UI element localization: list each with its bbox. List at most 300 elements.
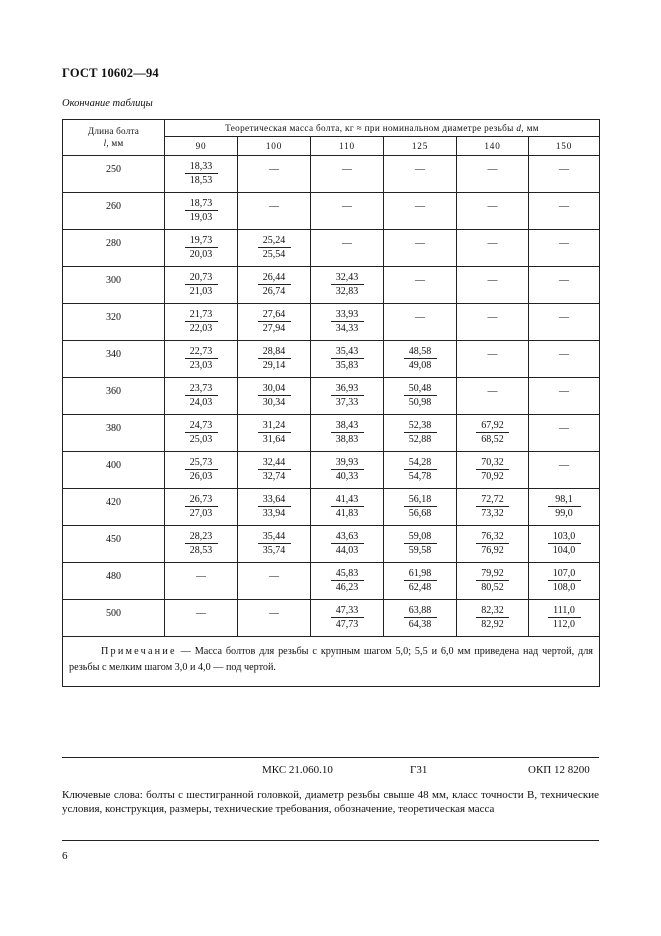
empty-cell <box>238 600 311 637</box>
bolt-length-cell: 500 <box>63 600 165 637</box>
mass-fine-pitch: 22,03 <box>189 323 213 334</box>
mass-fraction <box>404 382 437 410</box>
mass-fine-pitch: 50,98 <box>408 397 432 408</box>
mass-fine-pitch: 70,92 <box>481 471 504 482</box>
mass-fraction <box>331 271 364 299</box>
mass-fine-pitch: 46,23 <box>335 582 359 593</box>
mass-fine-pitch: 56,68 <box>408 508 432 519</box>
mass-coarse-pitch: 32,43 <box>331 271 364 285</box>
mass-fraction <box>258 530 291 558</box>
mass-coarse-pitch: 47,33 <box>331 604 364 618</box>
mass-fraction <box>476 419 509 447</box>
mass-fine-pitch: 38,83 <box>335 434 359 445</box>
mass-coarse-pitch: 26,44 <box>258 271 291 285</box>
mass-coarse-pitch: 35,43 <box>331 345 364 359</box>
dash: — <box>487 238 498 249</box>
mass-cell <box>165 526 238 563</box>
mass-fine-pitch: 47,73 <box>335 619 359 630</box>
mass-cell <box>529 489 600 526</box>
mass-fraction <box>185 234 218 262</box>
mass-coarse-pitch: 67,92 <box>476 419 509 433</box>
dash: — <box>487 275 498 286</box>
mass-coarse-pitch: 41,43 <box>331 493 364 507</box>
diameter-header-125: 125 <box>384 137 457 156</box>
mass-coarse-pitch: 70,32 <box>476 456 509 470</box>
mass-fine-pitch: 24,03 <box>189 397 213 408</box>
mass-fine-pitch: 34,33 <box>335 323 359 334</box>
mass-cell <box>238 526 311 563</box>
bolt-length-cell: 420 <box>63 489 165 526</box>
mass-cell <box>384 452 457 489</box>
mass-fraction <box>258 493 291 521</box>
dash: — <box>487 164 498 175</box>
empty-cell <box>238 156 311 193</box>
mass-group-header-variable: d <box>516 123 522 133</box>
bolt-length-cell: 320 <box>63 304 165 341</box>
footer-rule-bottom <box>62 840 599 841</box>
bolt-length-cell: 400 <box>63 452 165 489</box>
mass-fraction <box>258 456 291 484</box>
mass-fine-pitch: 29,14 <box>262 360 286 371</box>
dash: — <box>415 312 425 323</box>
mass-fine-pitch: 52,88 <box>408 434 432 445</box>
empty-cell <box>165 600 238 637</box>
empty-cell <box>529 304 600 341</box>
dash: — <box>559 201 569 212</box>
mass-cell <box>384 378 457 415</box>
mass-fraction <box>404 456 437 484</box>
table-body <box>63 156 600 637</box>
table-row <box>63 378 600 415</box>
mass-fraction <box>476 567 509 595</box>
table-row <box>63 600 600 637</box>
mass-fine-pitch: 18,53 <box>189 175 213 186</box>
mass-cell <box>238 452 311 489</box>
mass-fraction <box>548 530 581 558</box>
empty-cell <box>384 156 457 193</box>
mass-fine-pitch: 27,03 <box>189 508 213 519</box>
empty-cell <box>384 304 457 341</box>
mass-coarse-pitch: 39,93 <box>331 456 364 470</box>
dash: — <box>342 201 352 212</box>
mass-fraction <box>331 345 364 373</box>
mass-coarse-pitch: 35,44 <box>258 530 291 544</box>
mass-cell <box>457 600 529 637</box>
mass-fine-pitch: 21,03 <box>189 286 213 297</box>
mass-fine-pitch: 26,74 <box>262 286 286 297</box>
empty-cell <box>457 230 529 267</box>
mass-fraction <box>476 604 509 632</box>
mass-coarse-pitch: 30,04 <box>258 382 291 396</box>
mass-fraction <box>548 604 581 632</box>
mass-fine-pitch: 33,94 <box>262 508 286 519</box>
mass-fraction <box>331 456 364 484</box>
mass-fine-pitch: 59,58 <box>408 545 432 556</box>
empty-cell <box>529 452 600 489</box>
mass-cell <box>457 452 529 489</box>
dash: — <box>487 386 498 397</box>
mass-fine-pitch: 26,03 <box>189 471 213 482</box>
mass-cell <box>165 378 238 415</box>
mass-fine-pitch: 23,03 <box>189 360 213 371</box>
mass-coarse-pitch: 61,98 <box>404 567 437 581</box>
keywords: Ключевые слова: болты с шестигранной головкой, диаметр резьбы свыше 48 мм, класс точности В, технические условия, конструкция, размеры, технические требования, обозначение, теоретическая масса <box>62 789 599 815</box>
mass-fine-pitch: 76,92 <box>481 545 504 556</box>
dash: — <box>415 238 425 249</box>
empty-cell <box>165 563 238 600</box>
mass-fine-pitch: 37,33 <box>335 397 359 408</box>
bolt-length-cell: 340 <box>63 341 165 378</box>
mass-fraction <box>185 530 218 558</box>
mass-fraction <box>258 382 291 410</box>
mass-fine-pitch: 32,83 <box>335 286 359 297</box>
mass-cell <box>457 563 529 600</box>
mass-group-header-unit: , мм <box>521 123 539 133</box>
length-header-unit: мм <box>108 138 124 148</box>
mass-cell <box>529 563 600 600</box>
mass-fraction <box>404 604 437 632</box>
dash: — <box>269 164 279 175</box>
mass-cell <box>238 489 311 526</box>
mks-code: МКС 21.060.10 <box>262 764 333 776</box>
mass-fraction <box>404 493 437 521</box>
dash: — <box>487 201 498 212</box>
bolt-mass-table <box>62 119 600 687</box>
mass-fine-pitch: 27,94 <box>262 323 286 334</box>
table-row <box>63 267 600 304</box>
table-row <box>63 193 600 230</box>
mass-fine-pitch: 30,34 <box>262 397 286 408</box>
mass-cell <box>529 526 600 563</box>
mass-fraction <box>548 493 581 521</box>
table-caption: Окончание таблицы <box>62 98 153 109</box>
bolt-length-cell: 300 <box>63 267 165 304</box>
table-row <box>63 563 600 600</box>
mass-fine-pitch: 54,78 <box>408 471 432 482</box>
empty-cell <box>529 193 600 230</box>
table-row <box>63 230 600 267</box>
mass-fine-pitch: 25,54 <box>262 249 286 260</box>
dash: — <box>415 275 425 286</box>
table-row <box>63 489 600 526</box>
mass-fine-pitch: 40,33 <box>335 471 359 482</box>
dash: — <box>559 386 569 397</box>
mass-fine-pitch: 62,48 <box>408 582 432 593</box>
table-row <box>63 304 600 341</box>
mass-cell <box>238 378 311 415</box>
mass-cell <box>311 563 384 600</box>
table-row <box>63 452 600 489</box>
dash: — <box>269 571 279 582</box>
mass-cell <box>384 415 457 452</box>
empty-cell <box>457 193 529 230</box>
mass-cell <box>238 304 311 341</box>
mass-fraction <box>258 419 291 447</box>
diameter-header-110: 110 <box>311 137 384 156</box>
mass-coarse-pitch: 111,0 <box>548 604 581 618</box>
mass-fine-pitch: 104,0 <box>552 545 576 556</box>
mass-coarse-pitch: 72,72 <box>476 493 509 507</box>
mass-fine-pitch: 20,03 <box>189 249 213 260</box>
mass-fine-pitch: 19,03 <box>189 212 213 223</box>
mass-coarse-pitch: 45,83 <box>331 567 364 581</box>
mass-group-header-text: Теоретическая масса болта, кг ≈ при номинальном диаметре резьбы <box>225 123 517 133</box>
mass-fraction <box>185 197 218 225</box>
diameter-header-150: 150 <box>529 137 600 156</box>
mass-fraction <box>258 345 291 373</box>
page-number: 6 <box>62 850 68 862</box>
mass-coarse-pitch: 19,73 <box>185 234 218 248</box>
mass-cell <box>384 600 457 637</box>
mass-coarse-pitch: 20,73 <box>185 271 218 285</box>
mass-coarse-pitch: 31,24 <box>258 419 291 433</box>
table-row <box>63 156 600 193</box>
bolt-length-cell: 260 <box>63 193 165 230</box>
mass-fine-pitch: 82,92 <box>481 619 504 630</box>
dash: — <box>559 460 569 471</box>
bolt-length-cell: 250 <box>63 156 165 193</box>
mass-cell <box>311 341 384 378</box>
mass-fraction <box>185 382 218 410</box>
mass-group-header <box>165 120 600 137</box>
mass-cell <box>165 489 238 526</box>
dash: — <box>559 275 569 286</box>
dash: — <box>559 349 569 360</box>
mass-coarse-pitch: 50,48 <box>404 382 437 396</box>
mass-cell <box>457 415 529 452</box>
mass-coarse-pitch: 18,33 <box>185 160 218 174</box>
mass-cell <box>311 304 384 341</box>
mass-coarse-pitch: 36,93 <box>331 382 364 396</box>
empty-cell <box>457 267 529 304</box>
mass-fraction <box>258 234 291 262</box>
mass-fraction <box>185 456 218 484</box>
mass-fraction <box>331 604 364 632</box>
mass-coarse-pitch: 82,32 <box>476 604 509 618</box>
bolt-length-cell: 280 <box>63 230 165 267</box>
document-header: ГОСТ 10602—94 <box>62 66 159 80</box>
dash: — <box>559 164 569 175</box>
note-text: — Масса болтов для резьбы с крупным шагом 5,0; 5,5 и 6,0 мм приведена над чертой, для резьбы с мелким шагом 3,0 и 4,0 — под чертой. <box>69 646 593 673</box>
mass-fraction <box>331 382 364 410</box>
empty-cell <box>311 193 384 230</box>
mass-fraction <box>258 308 291 336</box>
footer-rule-top <box>62 757 599 758</box>
empty-cell <box>529 415 600 452</box>
mass-cell <box>311 267 384 304</box>
mass-coarse-pitch: 18,73 <box>185 197 218 211</box>
mass-cell <box>165 156 238 193</box>
empty-cell <box>529 156 600 193</box>
table-row <box>63 341 600 378</box>
mass-coarse-pitch: 56,18 <box>404 493 437 507</box>
mass-coarse-pitch: 26,73 <box>185 493 218 507</box>
mass-fraction <box>331 493 364 521</box>
mass-coarse-pitch: 76,32 <box>476 530 509 544</box>
mass-fine-pitch: 49,08 <box>408 360 432 371</box>
mass-fraction <box>258 271 291 299</box>
mass-cell <box>529 600 600 637</box>
mass-fine-pitch: 44,03 <box>335 545 359 556</box>
mass-cell <box>311 600 384 637</box>
mass-coarse-pitch: 32,44 <box>258 456 291 470</box>
mass-cell <box>165 452 238 489</box>
empty-cell <box>311 156 384 193</box>
mass-fine-pitch: 68,52 <box>481 434 504 445</box>
mass-coarse-pitch: 54,28 <box>404 456 437 470</box>
mass-cell <box>238 267 311 304</box>
mass-fine-pitch: 112,0 <box>552 619 576 630</box>
dash: — <box>342 238 352 249</box>
mass-coarse-pitch: 59,08 <box>404 530 437 544</box>
mass-cell <box>311 452 384 489</box>
mass-coarse-pitch: 48,58 <box>404 345 437 359</box>
empty-cell <box>457 378 529 415</box>
mass-fraction <box>476 493 509 521</box>
table-note <box>63 637 600 687</box>
okp-code: ОКП 12 8200 <box>528 764 590 776</box>
mass-fraction <box>185 419 218 447</box>
mass-cell <box>165 304 238 341</box>
mass-fine-pitch: 32,74 <box>262 471 286 482</box>
mass-cell <box>238 341 311 378</box>
dash: — <box>415 201 425 212</box>
mass-coarse-pitch: 103,0 <box>548 530 581 544</box>
mass-coarse-pitch: 38,43 <box>331 419 364 433</box>
mass-fraction <box>185 493 218 521</box>
mass-fraction <box>476 456 509 484</box>
mass-fine-pitch: 35,74 <box>262 545 286 556</box>
empty-cell <box>457 156 529 193</box>
mass-coarse-pitch: 25,24 <box>258 234 291 248</box>
mass-coarse-pitch: 79,92 <box>476 567 509 581</box>
mass-cell <box>457 526 529 563</box>
diameter-header-140: 140 <box>457 137 529 156</box>
bolt-length-cell: 360 <box>63 378 165 415</box>
dash: — <box>559 238 569 249</box>
mass-cell <box>457 489 529 526</box>
mass-coarse-pitch: 33,64 <box>258 493 291 507</box>
mass-fraction <box>185 160 218 188</box>
dash: — <box>196 571 206 582</box>
mass-coarse-pitch: 22,73 <box>185 345 218 359</box>
empty-cell <box>384 193 457 230</box>
mass-fraction <box>331 308 364 336</box>
mass-fraction <box>476 530 509 558</box>
empty-cell <box>384 267 457 304</box>
mass-fine-pitch: 64,38 <box>408 619 432 630</box>
group-code: Г31 <box>410 764 428 776</box>
bolt-length-cell: 480 <box>63 563 165 600</box>
dash: — <box>269 608 279 619</box>
mass-cell <box>311 378 384 415</box>
length-column-header <box>63 120 165 156</box>
mass-fraction <box>404 345 437 373</box>
mass-fine-pitch: 35,83 <box>335 360 359 371</box>
length-header-label: Длина болта <box>87 126 140 136</box>
mass-coarse-pitch: 24,73 <box>185 419 218 433</box>
mass-cell <box>384 341 457 378</box>
note-label: Примечание <box>101 646 177 657</box>
dash: — <box>487 312 498 323</box>
mass-coarse-pitch: 98,1 <box>548 493 581 507</box>
mass-coarse-pitch: 28,84 <box>258 345 291 359</box>
empty-cell <box>457 341 529 378</box>
mass-fine-pitch: 108,0 <box>552 582 576 593</box>
table-row <box>63 415 600 452</box>
empty-cell <box>529 378 600 415</box>
dash: — <box>415 164 425 175</box>
empty-cell <box>529 341 600 378</box>
mass-cell <box>384 489 457 526</box>
mass-cell <box>165 341 238 378</box>
empty-cell <box>238 563 311 600</box>
mass-cell <box>311 489 384 526</box>
table-row <box>63 526 600 563</box>
mass-cell <box>238 230 311 267</box>
mass-cell <box>311 415 384 452</box>
mass-coarse-pitch: 43,63 <box>331 530 364 544</box>
mass-fraction <box>331 567 364 595</box>
mass-fraction <box>404 419 437 447</box>
mass-coarse-pitch: 107,0 <box>548 567 581 581</box>
mass-fine-pitch: 80,52 <box>481 582 504 593</box>
empty-cell <box>238 193 311 230</box>
mass-coarse-pitch: 28,23 <box>185 530 218 544</box>
mass-fraction <box>185 345 218 373</box>
mass-fine-pitch: 28,53 <box>189 545 213 556</box>
mass-cell <box>311 526 384 563</box>
mass-fine-pitch: 41,83 <box>335 508 359 519</box>
mass-coarse-pitch: 52,38 <box>404 419 437 433</box>
dash: — <box>559 312 569 323</box>
mass-fraction <box>185 308 218 336</box>
bolt-length-cell: 380 <box>63 415 165 452</box>
empty-cell <box>457 304 529 341</box>
mass-coarse-pitch: 21,73 <box>185 308 218 322</box>
mass-cell <box>384 563 457 600</box>
diameter-header-90: 90 <box>165 137 238 156</box>
mass-fraction <box>331 419 364 447</box>
mass-cell <box>238 415 311 452</box>
empty-cell <box>311 230 384 267</box>
mass-cell <box>165 230 238 267</box>
dash: — <box>342 164 352 175</box>
dash: — <box>196 608 206 619</box>
length-header-variable: l, <box>103 138 109 148</box>
mass-fraction <box>185 271 218 299</box>
mass-fraction <box>404 530 437 558</box>
mass-cell <box>165 267 238 304</box>
mass-fraction <box>331 530 364 558</box>
mass-fraction <box>548 567 581 595</box>
diameter-header-100: 100 <box>238 137 311 156</box>
bolt-length-cell: 450 <box>63 526 165 563</box>
mass-coarse-pitch: 27,64 <box>258 308 291 322</box>
mass-fine-pitch: 31,64 <box>262 434 286 445</box>
mass-fine-pitch: 25,03 <box>189 434 213 445</box>
mass-cell <box>384 526 457 563</box>
dash: — <box>269 201 279 212</box>
empty-cell <box>529 267 600 304</box>
mass-coarse-pitch: 63,88 <box>404 604 437 618</box>
dash: — <box>487 349 498 360</box>
mass-coarse-pitch: 23,73 <box>185 382 218 396</box>
mass-cell <box>165 193 238 230</box>
mass-fine-pitch: 73,32 <box>481 508 504 519</box>
mass-fraction <box>404 567 437 595</box>
dash: — <box>559 423 569 434</box>
